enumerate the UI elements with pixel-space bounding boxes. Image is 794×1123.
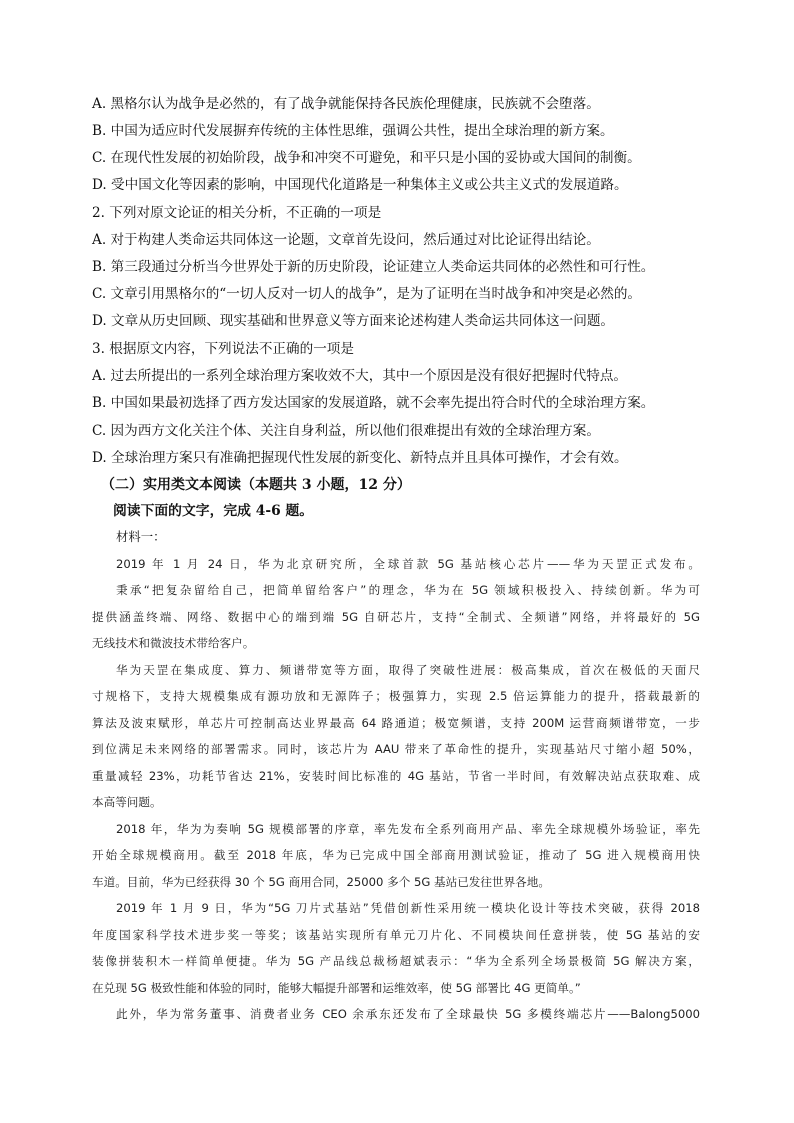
section-instruction: 阅读下面的文字，完成 4-6 题。 [113, 503, 314, 519]
question-2: 2. 下列对原文论证的相关分析，不正确的一项是 [92, 205, 382, 221]
material-line: 华为天罡在集成度、算力、频谱带宽等方面，取得了突破性进展：极高集成，首次在极低的天面尺 [116, 663, 700, 677]
option-2b: B. 第三段通过分析当今世界处于新的历史阶段，论证建立人类命运共同体的必然性和可行性。 [92, 259, 655, 275]
material-line: 算法及波束赋形，单芯片可控制高达业界最高 64 路通道；极宽频谱，支持 200M 运营商频谱带宽，一步 [92, 716, 700, 730]
option-1a: A. 黑格尔认为战争是必然的，有了战争就能保持各民族伦理健康，民族就不会堕落。 [92, 96, 600, 112]
material-line: 秉承“把复杂留给自己，把简单留给客户”的理念，华为在 5G 领域积极投入、持续创新。华为可 [116, 583, 700, 597]
material-line: 到位满足未来网络的部署需求。同时，该芯片为 AAU 带来了革命性的提升，实现基站尺寸缩小超 50%， [92, 742, 700, 756]
option-3b: B. 中国如果最初选择了西方发达国家的发展道路，就不会率先提出符合时代的全球治理方案。 [92, 395, 655, 411]
material-title: 材料一： [116, 529, 166, 544]
material-line: 此外，华为常务董事、消费者业务 CEO 余承东还发布了全球最快 5G 多模终端芯片——Balong5000 [116, 1007, 700, 1021]
option-1c: C. 在现代性发展的初始阶段，战争和冲突不可避免，和平只是小国的妥协或大国间的制衡。 [92, 150, 641, 166]
material-line: 重量减轻 23%，功耗节省达 21%，安装时间比标准的 4G 基站，节省一半时间，有效解决站点获取难、成 [92, 769, 700, 783]
option-3a: A. 过去所提出的一系列全球治理方案收效不大，其中一个原因是没有很好把握时代特点。 [92, 368, 628, 384]
option-3d: D. 全球治理方案只有准确把握现代性发展的新变化、新特点并且具体可操作，才会有效。 [92, 450, 628, 466]
section-heading: （二）实用类文本阅读（本题共 3 小题，12 分） [101, 477, 411, 493]
question-3: 3. 根据原文内容，下列说法不正确的一项是 [92, 341, 354, 357]
material-line: 2019 年 1 月 24 日，华为北京研究所，全球首款 5G 基站核心芯片——华为天罡正式发布。 [116, 557, 700, 571]
material-line: 车道。目前，华为已经获得 30 个 5G 商用合同，25000 多个 5G 基站已发往世界各地。 [92, 875, 550, 889]
option-1b: B. 中国为适应时代发展摒弃传统的主体性思维，强调公共性，提出全球治理的新方案。 [92, 123, 614, 139]
material-line: 2018 年，华为为奏响 5G 规模部署的序章，率先发布全系列商用产品、率先全球规模外场验证，率先 [116, 822, 700, 836]
material-line: 年度国家科学技术进步奖一等奖；该基站实现所有单元刀片化、不同模块间任意拼装，使 5G 基站的安 [92, 928, 700, 942]
option-2a: A. 对于构建人类命运共同体这一论题，文章首先设问，然后通过对比论证得出结论。 [92, 232, 600, 248]
material-line: 装像拼装积木一样简单便捷。华为 5G 产品线总裁杨超斌表示：“华为全系列全场景极简 5G 解决方案， [92, 954, 700, 968]
material-line: 无线技术和微波技术带给客户。 [92, 636, 255, 650]
material-line: 本高等问题。 [92, 795, 162, 809]
material-line: 提供涵盖终端、网络、数据中心的端到端 5G 自研芯片，支持“全制式、全频谱”网络，并将最好的 5G [92, 610, 700, 624]
material-line: 寸规格下，支持大规模集成有源功放和无源阵子；极强算力，实现 2.5 倍运算能力的提升，搭载最新的 [92, 689, 700, 703]
material-line: 开始全球规模商用。截至 2018 年底，华为已完成中国全部商用测试验证，推动了 5G 进入规模商用快 [92, 848, 700, 862]
option-2c: C. 文章引用黑格尔的“一切人反对一切人的战争”，是为了证明在当时战争和冲突是必然的。 [92, 286, 642, 302]
option-3c: C. 因为西方文化关注个体、关注自身利益，所以他们很难提出有效的全球治理方案。 [92, 423, 600, 439]
option-1d: D. 受中国文化等因素的影响，中国现代化道路是一种集体主义或公共主义式的发展道路。 [92, 177, 628, 193]
option-2d: D. 文章从历史回顾、现实基础和世界意义等方面来论述构建人类命运共同体这一问题。 [92, 313, 615, 329]
material-line: 2019 年 1 月 9 日，华为“5G 刀片式基站”凭借创新性采用统一模块化设计等技术突破，获得 2018 [116, 901, 700, 915]
material-line: 在兑现 5G 极致性能和体验的同时，能够大幅提升部署和运维效率，使 5G 部署比 4G 更简单。” [92, 981, 581, 995]
